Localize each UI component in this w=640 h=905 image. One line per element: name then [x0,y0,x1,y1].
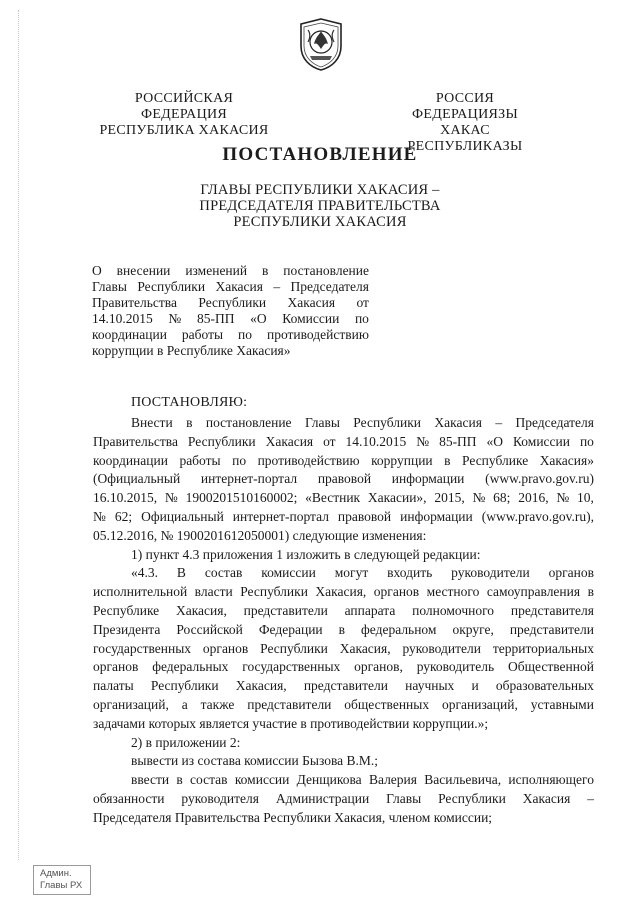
text-line [92,263,369,279]
word: координации [93,452,168,468]
word: «О [486,433,504,449]
word: интернет-портал [232,508,329,524]
stamp-line-1: Админ. [40,868,72,879]
word: 85-ПП [439,433,477,449]
text-line: коррупции в Республике Хакасия» [92,343,291,358]
word: 14.10.2015 [92,311,153,326]
word: общественных [344,696,430,712]
word: 2016, [518,490,549,506]
word: Хакасия» [539,452,594,468]
document-title: ПОСТАНОВЛЕНИЕ [222,144,418,165]
word: координации [92,327,167,342]
word: № [164,490,178,506]
word: Главы [304,415,340,430]
text-line [93,602,594,621]
word: противодействию [266,327,369,342]
text-line [92,295,369,311]
word: внесении [116,263,171,278]
word: по [354,311,369,326]
text-line [93,433,594,452]
word: Хакасии», [367,490,427,506]
word: полномочного [412,602,495,618]
word: «4.3. [131,565,158,581]
word: Правительства [93,433,178,449]
word: О [92,263,102,278]
word: информации [400,508,473,524]
word: органов, [354,659,403,675]
word: (www.pravo.gov.ru) [485,471,594,487]
text-line [92,327,369,343]
text-line [93,771,594,790]
text-line: 2) в приложении 2: [131,734,241,750]
word: № [416,433,430,449]
text-line [93,621,594,640]
word: Хакасия [287,295,336,310]
word: руководитель [416,659,495,675]
word: аппарата [344,602,396,618]
word: в [444,452,451,468]
word: Хакасия [434,415,482,430]
word: научных [405,678,455,694]
text-line: 05.12.2016, № 1900201612050001) следующие изменения: [93,527,427,543]
word: представители [243,602,328,618]
word: руководителя [181,790,259,806]
word: Председателя [290,279,369,294]
word: Председателя [515,415,594,430]
header-russian-federation [96,91,272,139]
word: органов [548,565,594,581]
subtitle-line-1: ГЛАВЫ РЕСПУБЛИКИ ХАКАСИЯ – [200,182,440,198]
word: по [232,452,247,468]
word: состав [190,772,228,788]
word: самоуправления [486,584,581,600]
word: правовой [337,508,392,524]
word: образовательных [495,678,594,694]
text-line [93,508,594,527]
word: 85-ПП [196,311,235,326]
word: Правительства [92,295,177,310]
word: территориальных [492,640,594,656]
text-line [93,677,594,696]
word: государственных [93,640,192,656]
word: Хакасия [522,790,571,806]
word: Федерации [258,621,323,637]
word: «О [250,311,267,326]
document-subtitle [0,182,640,230]
word: Васильевича, [424,772,502,788]
word: «Вестник [305,490,361,506]
word: также [200,696,235,712]
word: изменений [185,263,248,278]
word: федеральных [152,659,229,675]
word: состав [204,565,243,581]
text-line [93,583,594,602]
word: по [238,327,253,342]
word: Республики [240,584,308,600]
text-line [93,696,594,715]
word: 10, [577,490,594,506]
text-line: Председателя Правительства Республики Хакасия, членом комиссии; [93,809,493,825]
word: Хакасия, [339,640,391,656]
word: постановление [205,415,292,430]
word: 2015, [434,490,465,506]
about-block [92,263,369,359]
word: местного [426,584,480,600]
word: руководители [451,565,530,581]
coat-of-arms-emblem [296,16,346,72]
word: органов [202,640,249,656]
text-line [93,452,594,471]
word: уставными [530,696,594,712]
word: Республики [198,295,267,310]
word: федеральном [361,621,437,637]
word: Администрации [275,790,370,806]
header-left-line-1: РОССИЙСКАЯ ФЕДЕРАЦИЯ [134,91,234,122]
text-line [93,470,594,489]
text-line [93,790,594,809]
word: руководители [402,640,481,656]
word: представители [509,621,594,637]
text-line [93,414,594,433]
word: интернет-портал [200,471,298,487]
word: Президента [93,621,161,637]
body-text [93,414,594,828]
text-line: вывести из состава комиссии Бызова В.М.; [131,753,379,769]
word: комиссии [234,772,290,788]
word: в [186,415,193,430]
subtitle-line-3: РЕСПУБЛИКИ ХАКАСИЯ [233,214,407,230]
word: В [176,565,186,581]
word: № [168,311,182,326]
word: Республике [93,602,160,618]
word: от [323,433,336,449]
word: правовой [317,471,372,487]
word: в [176,772,183,788]
word: Хакасия, [235,678,287,694]
word: Республики [353,415,422,430]
word: представители [247,696,332,712]
word: Республики [137,279,206,294]
word: и [471,678,479,694]
word: коррупции [371,452,433,468]
word: Республики [150,678,219,694]
word: по [579,433,594,449]
word: власти [194,584,233,600]
margin-dotted-line [18,10,20,860]
word: Официальный [141,508,224,524]
header-right-line-1: РОССИЯ ФЕДЕРАЦИЯЗЫ [412,91,518,122]
word: – [273,279,281,294]
word: (www.pravo.gov.ru), [481,508,594,524]
word: комиссии [261,565,316,581]
word: работы [179,452,221,468]
word: входить [387,565,433,581]
word: Валерия [368,772,417,788]
word: Комиссии [512,433,570,449]
word: Республики [187,433,256,449]
word: Хакасия [265,433,314,449]
word: Хакасия [215,279,263,294]
word: Российской [176,621,243,637]
word: Республике [462,452,529,468]
word: – [495,415,503,430]
word: а [181,696,188,712]
word: работы [181,327,224,342]
word: организаций, [93,696,169,712]
word: 16.10.2015, [93,490,158,506]
word: в [262,263,269,278]
word: (Официальный [93,471,181,487]
word: Денщикова [296,772,362,788]
word: Главы [386,790,422,806]
header-left-line-2: РЕСПУБЛИКА ХАКАСИЯ [99,123,269,138]
word: округе, [452,621,494,637]
word: № [472,490,486,506]
subtitle-line-2: ПРЕДСЕДАТЕЛЯ ПРАВИТЕЛЬСТВА [199,198,441,214]
word: в [587,584,594,600]
word: представители [303,678,388,694]
header-right-line-2: ХАКАС РЕСПУБЛИКАЗЫ [407,123,523,154]
word: исполнительной [93,584,188,600]
word: государственных [242,659,341,675]
word: постановление [283,263,369,278]
word: органов [93,659,139,675]
text-line [92,311,369,327]
word: 62; [114,508,133,524]
decree-heading: ПОСТАНОВЛЯЮ: [131,395,248,410]
word: № [93,508,106,524]
word: – [587,790,594,806]
word: органов [373,584,420,600]
text-line: задачами которых является участие в противодействии коррупции.»; [93,715,489,731]
word: Внести [131,415,173,430]
word: ввести [131,772,170,788]
word: Республики [438,790,506,806]
word: 14.10.2015 [345,433,407,449]
text-line [92,279,369,295]
word: № [556,490,570,506]
word: 68; [493,490,511,506]
word: противодействию [257,452,360,468]
word: Комиссии [282,311,340,326]
text-line: 1) пункт 4.3 приложения 1 изложить в следующей редакции: [131,546,481,562]
stamp-line-2: Главы РХ [40,880,83,891]
text-line [93,564,594,583]
text-line [93,489,594,508]
word: обязанности [93,790,165,806]
word: Республики [260,640,328,656]
word: организаций, [441,696,518,712]
word: информации [391,471,465,487]
text-line [93,658,594,677]
word: палаты [93,678,134,694]
registration-stamp [33,865,91,895]
word: в [338,621,346,637]
word: могут [334,565,369,581]
word: Общественной [507,659,594,675]
word: представителя [510,602,594,618]
word: Главы [92,279,127,294]
word: 1900201510160002; [185,490,298,506]
word: Хакасия, [315,584,367,600]
word: от [356,295,369,310]
word: исполняющего [508,772,594,788]
text-line [93,640,594,659]
word: Хакасия, [175,602,227,618]
